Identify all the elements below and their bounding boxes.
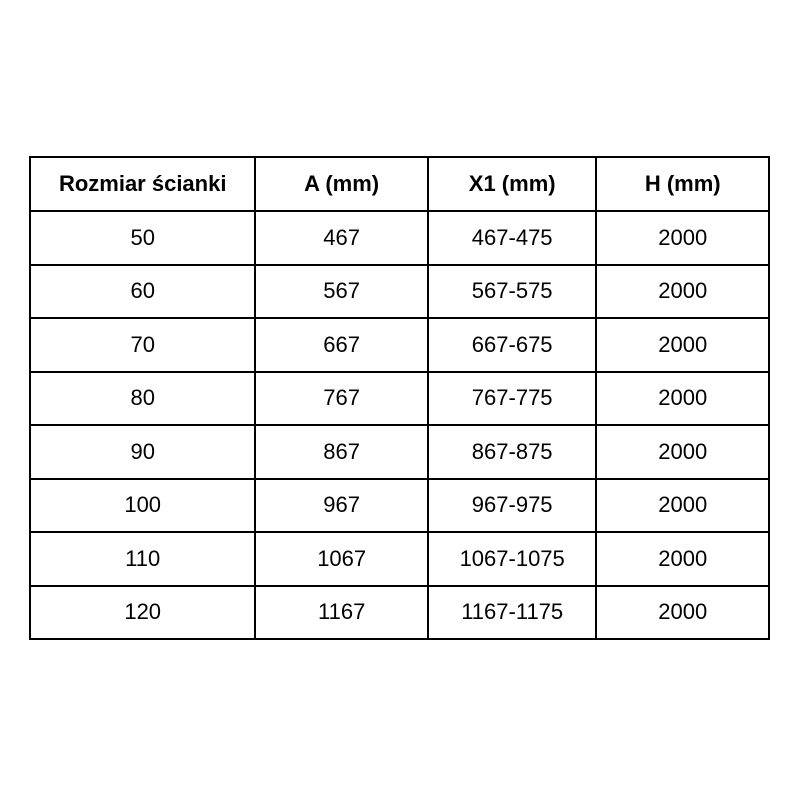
header-cell-x1-mm: X1 (mm) (428, 157, 596, 211)
cell-rozmiar: 50 (30, 211, 255, 265)
cell-h: 2000 (596, 318, 769, 372)
cell-a: 767 (255, 372, 428, 426)
cell-h: 2000 (596, 586, 769, 640)
cell-rozmiar: 60 (30, 265, 255, 319)
cell-h: 2000 (596, 372, 769, 426)
cell-x1: 567-575 (428, 265, 596, 319)
cell-h: 2000 (596, 425, 769, 479)
cell-rozmiar: 120 (30, 586, 255, 640)
cell-rozmiar: 70 (30, 318, 255, 372)
table-row (30, 532, 769, 586)
table-row (30, 318, 769, 372)
cell-a: 667 (255, 318, 428, 372)
table-row (30, 425, 769, 479)
table-row (30, 586, 769, 640)
table-row (30, 372, 769, 426)
cell-a: 967 (255, 479, 428, 533)
size-table-container (29, 156, 770, 640)
cell-rozmiar: 80 (30, 372, 255, 426)
cell-x1: 967-975 (428, 479, 596, 533)
cell-h: 2000 (596, 265, 769, 319)
table-header-row (30, 157, 769, 211)
cell-a: 1167 (255, 586, 428, 640)
table-row (30, 211, 769, 265)
cell-x1: 1167-1175 (428, 586, 596, 640)
cell-a: 867 (255, 425, 428, 479)
cell-rozmiar: 90 (30, 425, 255, 479)
cell-x1: 767-775 (428, 372, 596, 426)
header-cell-h-mm: H (mm) (596, 157, 769, 211)
header-cell-rozmiar-scianki: Rozmiar ścianki (30, 157, 255, 211)
cell-h: 2000 (596, 532, 769, 586)
cell-h: 2000 (596, 479, 769, 533)
cell-x1: 1067-1075 (428, 532, 596, 586)
size-table (29, 156, 770, 640)
cell-rozmiar: 100 (30, 479, 255, 533)
cell-h: 2000 (596, 211, 769, 265)
cell-x1: 667-675 (428, 318, 596, 372)
cell-a: 567 (255, 265, 428, 319)
cell-x1: 467-475 (428, 211, 596, 265)
table-row (30, 265, 769, 319)
table-row (30, 479, 769, 533)
cell-rozmiar: 110 (30, 532, 255, 586)
header-cell-a-mm: A (mm) (255, 157, 428, 211)
cell-a: 467 (255, 211, 428, 265)
cell-x1: 867-875 (428, 425, 596, 479)
cell-a: 1067 (255, 532, 428, 586)
